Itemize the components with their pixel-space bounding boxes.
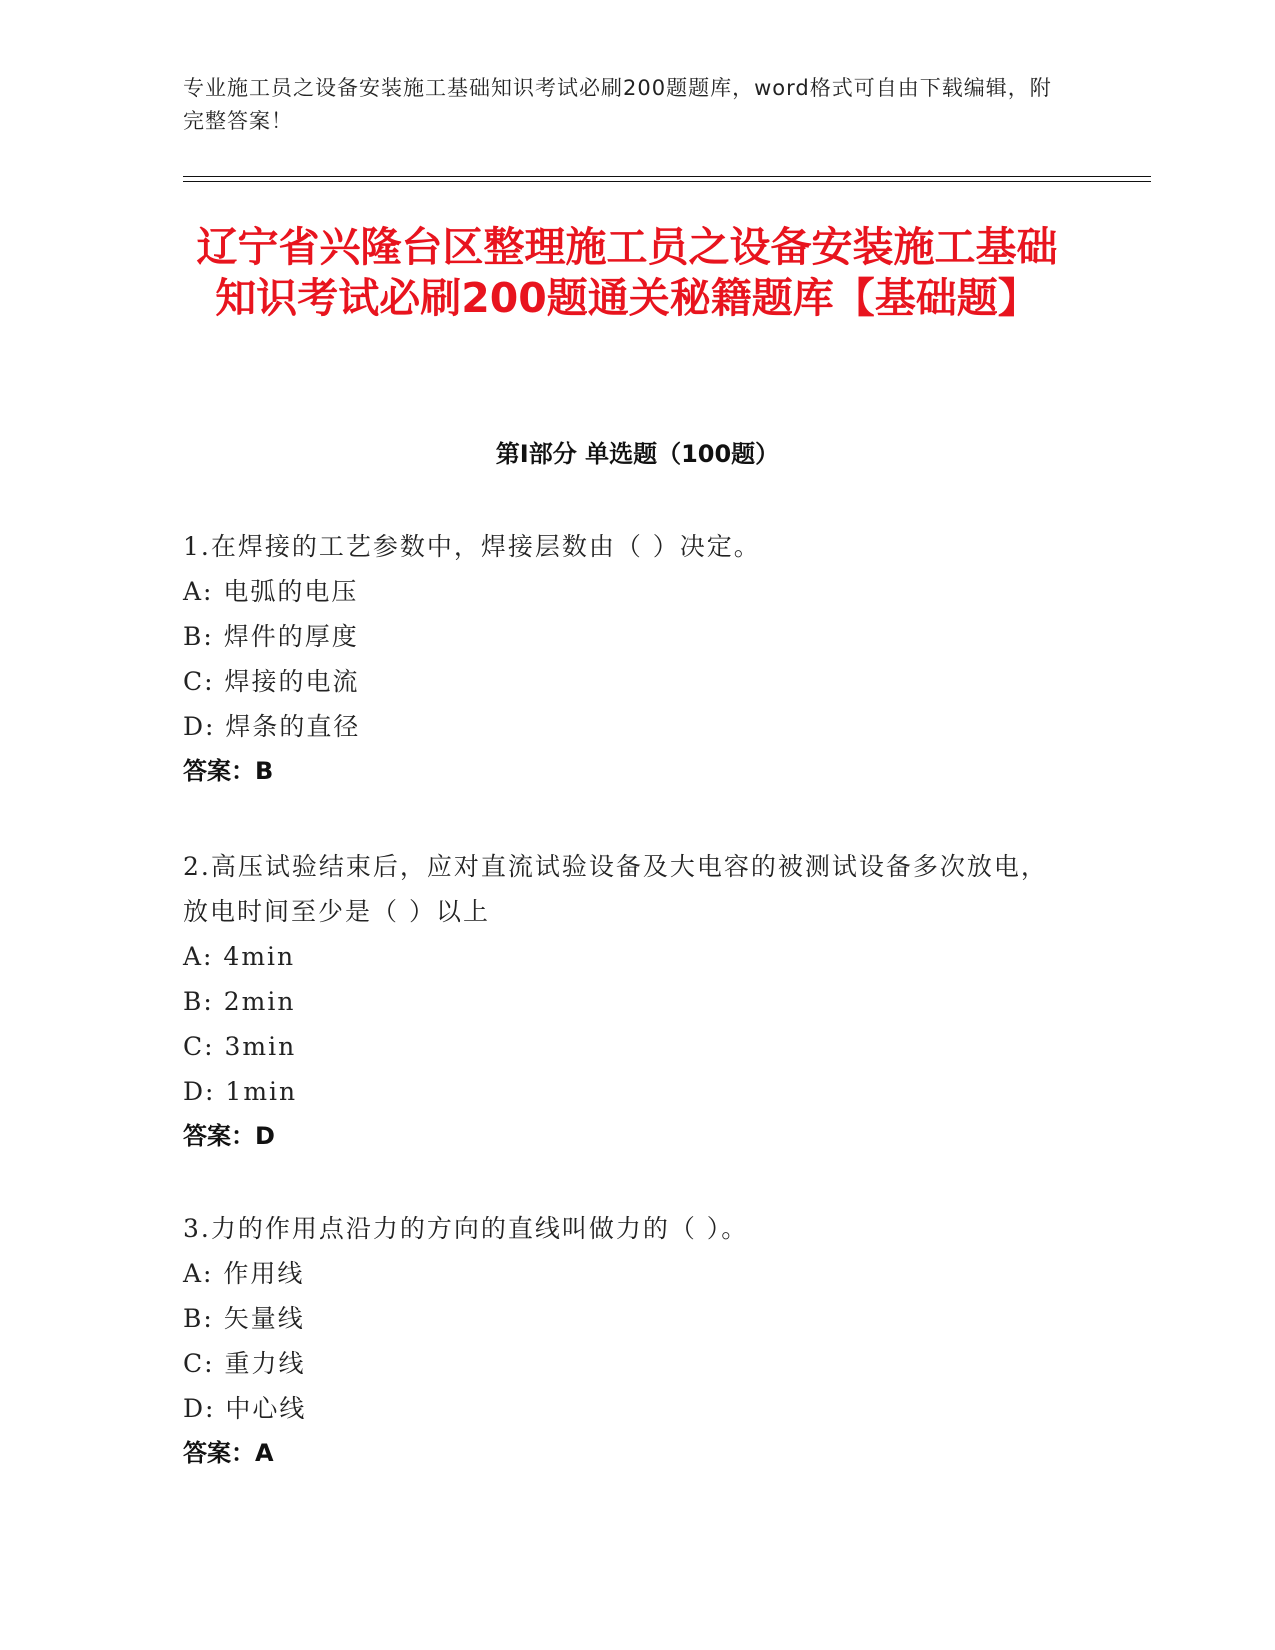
answer: 答案：A bbox=[183, 1439, 274, 1467]
option-d: D: 焊条的直径 bbox=[183, 712, 361, 741]
question-stem: 2.高压试验结束后，应对直流试验设备及大电容的被测试设备多次放电，放电时间至少是（ ）以上 bbox=[183, 852, 1048, 926]
header-note: 专业施工员之设备安装施工基础知识考试必刷200题题库，word格式可自由下载编辑，附完整答案！ bbox=[183, 76, 1052, 133]
header-rule-bottom bbox=[183, 181, 1151, 182]
section-heading: 第I部分 单选题（100题） bbox=[495, 440, 780, 468]
question-stem: 3.力的作用点沿力的方向的直线叫做力的（ ）。 bbox=[183, 1214, 749, 1243]
option-c: C: 焊接的电流 bbox=[183, 667, 360, 696]
option-a: A: 电弧的电压 bbox=[183, 577, 359, 606]
question-stem: 1.在焊接的工艺参数中，焊接层数由（ ）决定。 bbox=[183, 532, 761, 561]
option-c: C: 3min bbox=[183, 1032, 297, 1061]
option-b: B: 矢量线 bbox=[183, 1304, 305, 1333]
question-block bbox=[183, 844, 1063, 1159]
answer: 答案：B bbox=[183, 757, 274, 785]
option-d: D: 1min bbox=[183, 1077, 298, 1106]
option-b: B: 2min bbox=[183, 987, 296, 1016]
question-block bbox=[183, 1206, 1063, 1476]
answer: 答案：D bbox=[183, 1122, 275, 1150]
header-rule-top bbox=[183, 176, 1151, 177]
option-a: A: 作用线 bbox=[183, 1259, 305, 1288]
option-a: A: 4min bbox=[183, 942, 296, 971]
question-block bbox=[183, 524, 1063, 794]
option-c: C: 重力线 bbox=[183, 1349, 306, 1378]
option-b: B: 焊件的厚度 bbox=[183, 622, 359, 651]
document-title: 辽宁省兴隆台区整理施工员之设备安装施工基础知识考试必刷200题通关秘籍题库【基础题】 bbox=[196, 223, 1058, 322]
option-d: D: 中心线 bbox=[183, 1394, 307, 1423]
